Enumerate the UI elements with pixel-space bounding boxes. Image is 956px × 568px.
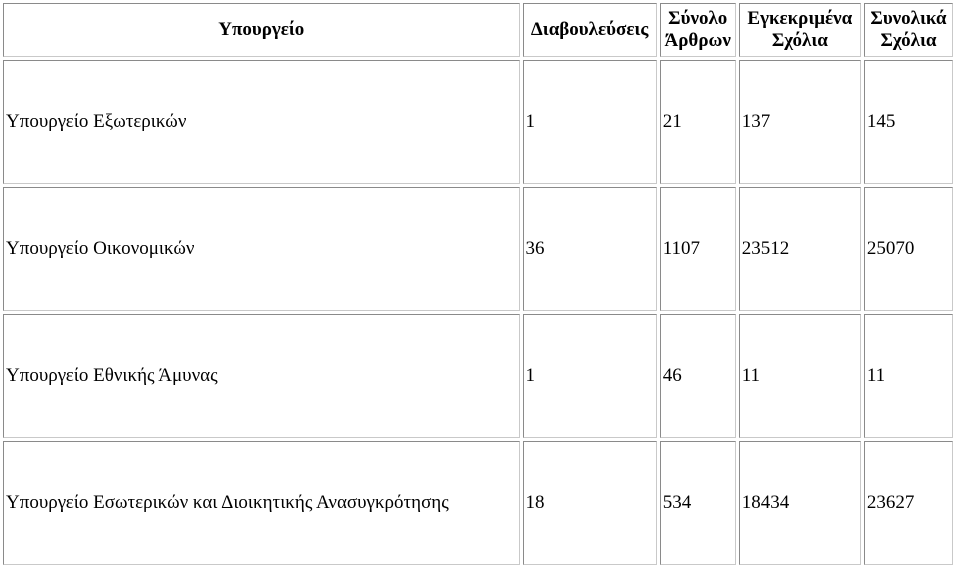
cell-consultations: 1 bbox=[523, 60, 657, 184]
cell-total-articles: 534 bbox=[660, 441, 736, 565]
table-row bbox=[3, 441, 953, 565]
cell-approved-comments: 18434 bbox=[739, 441, 861, 565]
header-consultations: Διαβουλεύσεις bbox=[523, 3, 657, 57]
cell-consultations: 36 bbox=[523, 187, 657, 311]
cell-total-comments: 11 bbox=[864, 314, 953, 438]
cell-total-comments: 145 bbox=[864, 60, 953, 184]
table-row bbox=[3, 187, 953, 311]
table-row bbox=[3, 60, 953, 184]
cell-approved-comments: 11 bbox=[739, 314, 861, 438]
cell-total-articles: 1107 bbox=[660, 187, 736, 311]
cell-total-comments: 23627 bbox=[864, 441, 953, 565]
cell-total-articles: 21 bbox=[660, 60, 736, 184]
table-row bbox=[3, 314, 953, 438]
cell-consultations: 18 bbox=[523, 441, 657, 565]
header-approved-comments: Εγκεκριμένα Σχόλια bbox=[739, 3, 861, 57]
cell-ministry: Υπουργείο Οικονομικών bbox=[3, 187, 520, 311]
cell-ministry: Υπουργείο Εθνικής Άμυνας bbox=[3, 314, 520, 438]
header-ministry: Υπουργείο bbox=[3, 3, 520, 57]
cell-ministry: Υπουργείο Εσωτερικών και Διοικητικής Ανασυγκρότησης bbox=[3, 441, 520, 565]
table-header-row bbox=[3, 3, 953, 57]
cell-total-articles: 46 bbox=[660, 314, 736, 438]
cell-ministry: Υπουργείο Εξωτερικών bbox=[3, 60, 520, 184]
cell-consultations: 1 bbox=[523, 314, 657, 438]
cell-approved-comments: 23512 bbox=[739, 187, 861, 311]
header-total-comments: Συνολικά Σχόλια bbox=[864, 3, 953, 57]
cell-approved-comments: 137 bbox=[739, 60, 861, 184]
cell-total-comments: 25070 bbox=[864, 187, 953, 311]
header-total-articles: Σύνολο Άρθρων bbox=[660, 3, 736, 57]
